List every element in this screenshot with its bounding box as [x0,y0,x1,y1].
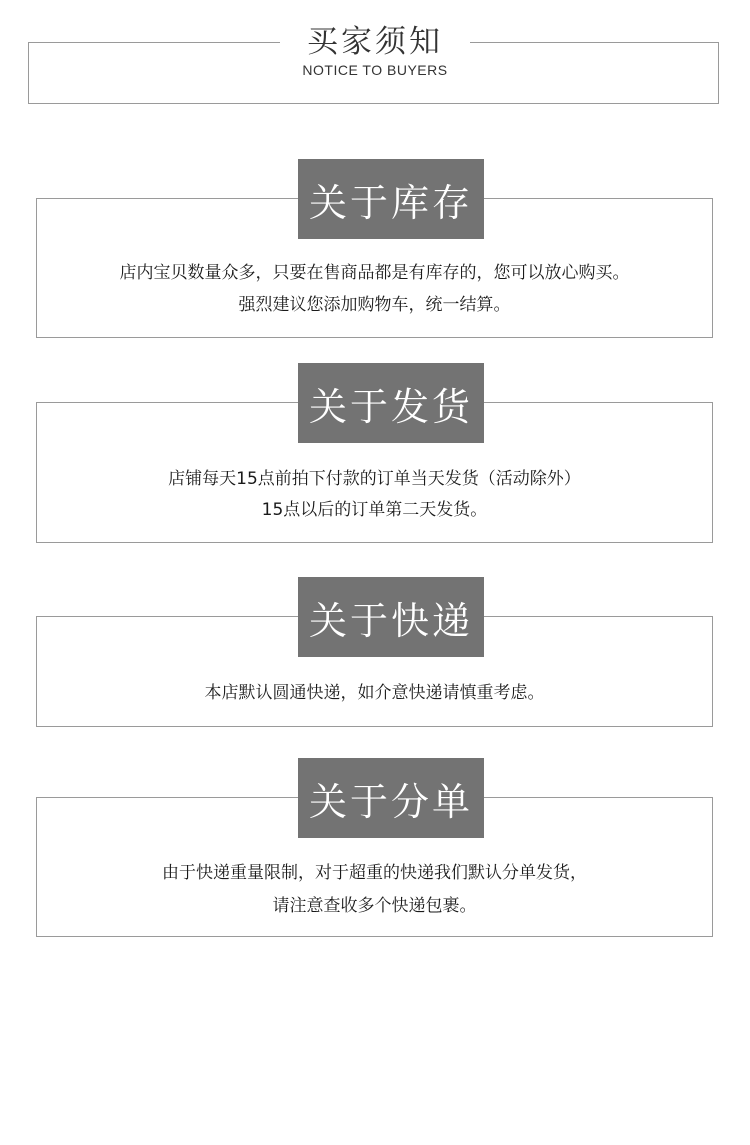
notice-header-label [280,22,470,78]
section-inventory-title: 关于库存 [308,180,473,225]
section-split-order-line-1: 由于快递重量限制，对于超重的快递我们默认分单发货， [162,863,587,883]
section-split-order-tab [298,758,484,838]
section-shipping-tab [298,363,484,443]
section-shipping-line-2: 15点以后的订单第二天发货。 [261,500,488,520]
section-shipping-title: 关于发货 [308,384,473,429]
page-title: 买家须知 [307,24,443,60]
section-courier-title: 关于快递 [308,598,473,643]
section-split-order-title: 关于分单 [308,779,473,824]
section-courier-line-1: 本店默认圆通快递，如介意快递请慎重考虑。 [204,683,545,703]
section-shipping-line-1: 店铺每天15点前拍下付款的订单当天发货（活动除外） [168,469,581,489]
section-courier-tab [298,577,484,657]
section-inventory-tab [298,159,484,239]
section-split-order-line-2: 请注意查收多个快递包裹。 [272,896,477,916]
section-inventory-line-1: 店内宝贝数量众多，只要在售商品都是有库存的，您可以放心购买。 [119,263,630,283]
section-inventory-line-2: 强烈建议您添加购物车，统一结算。 [238,295,511,315]
page-subtitle: NOTICE TO BUYERS [302,62,448,78]
